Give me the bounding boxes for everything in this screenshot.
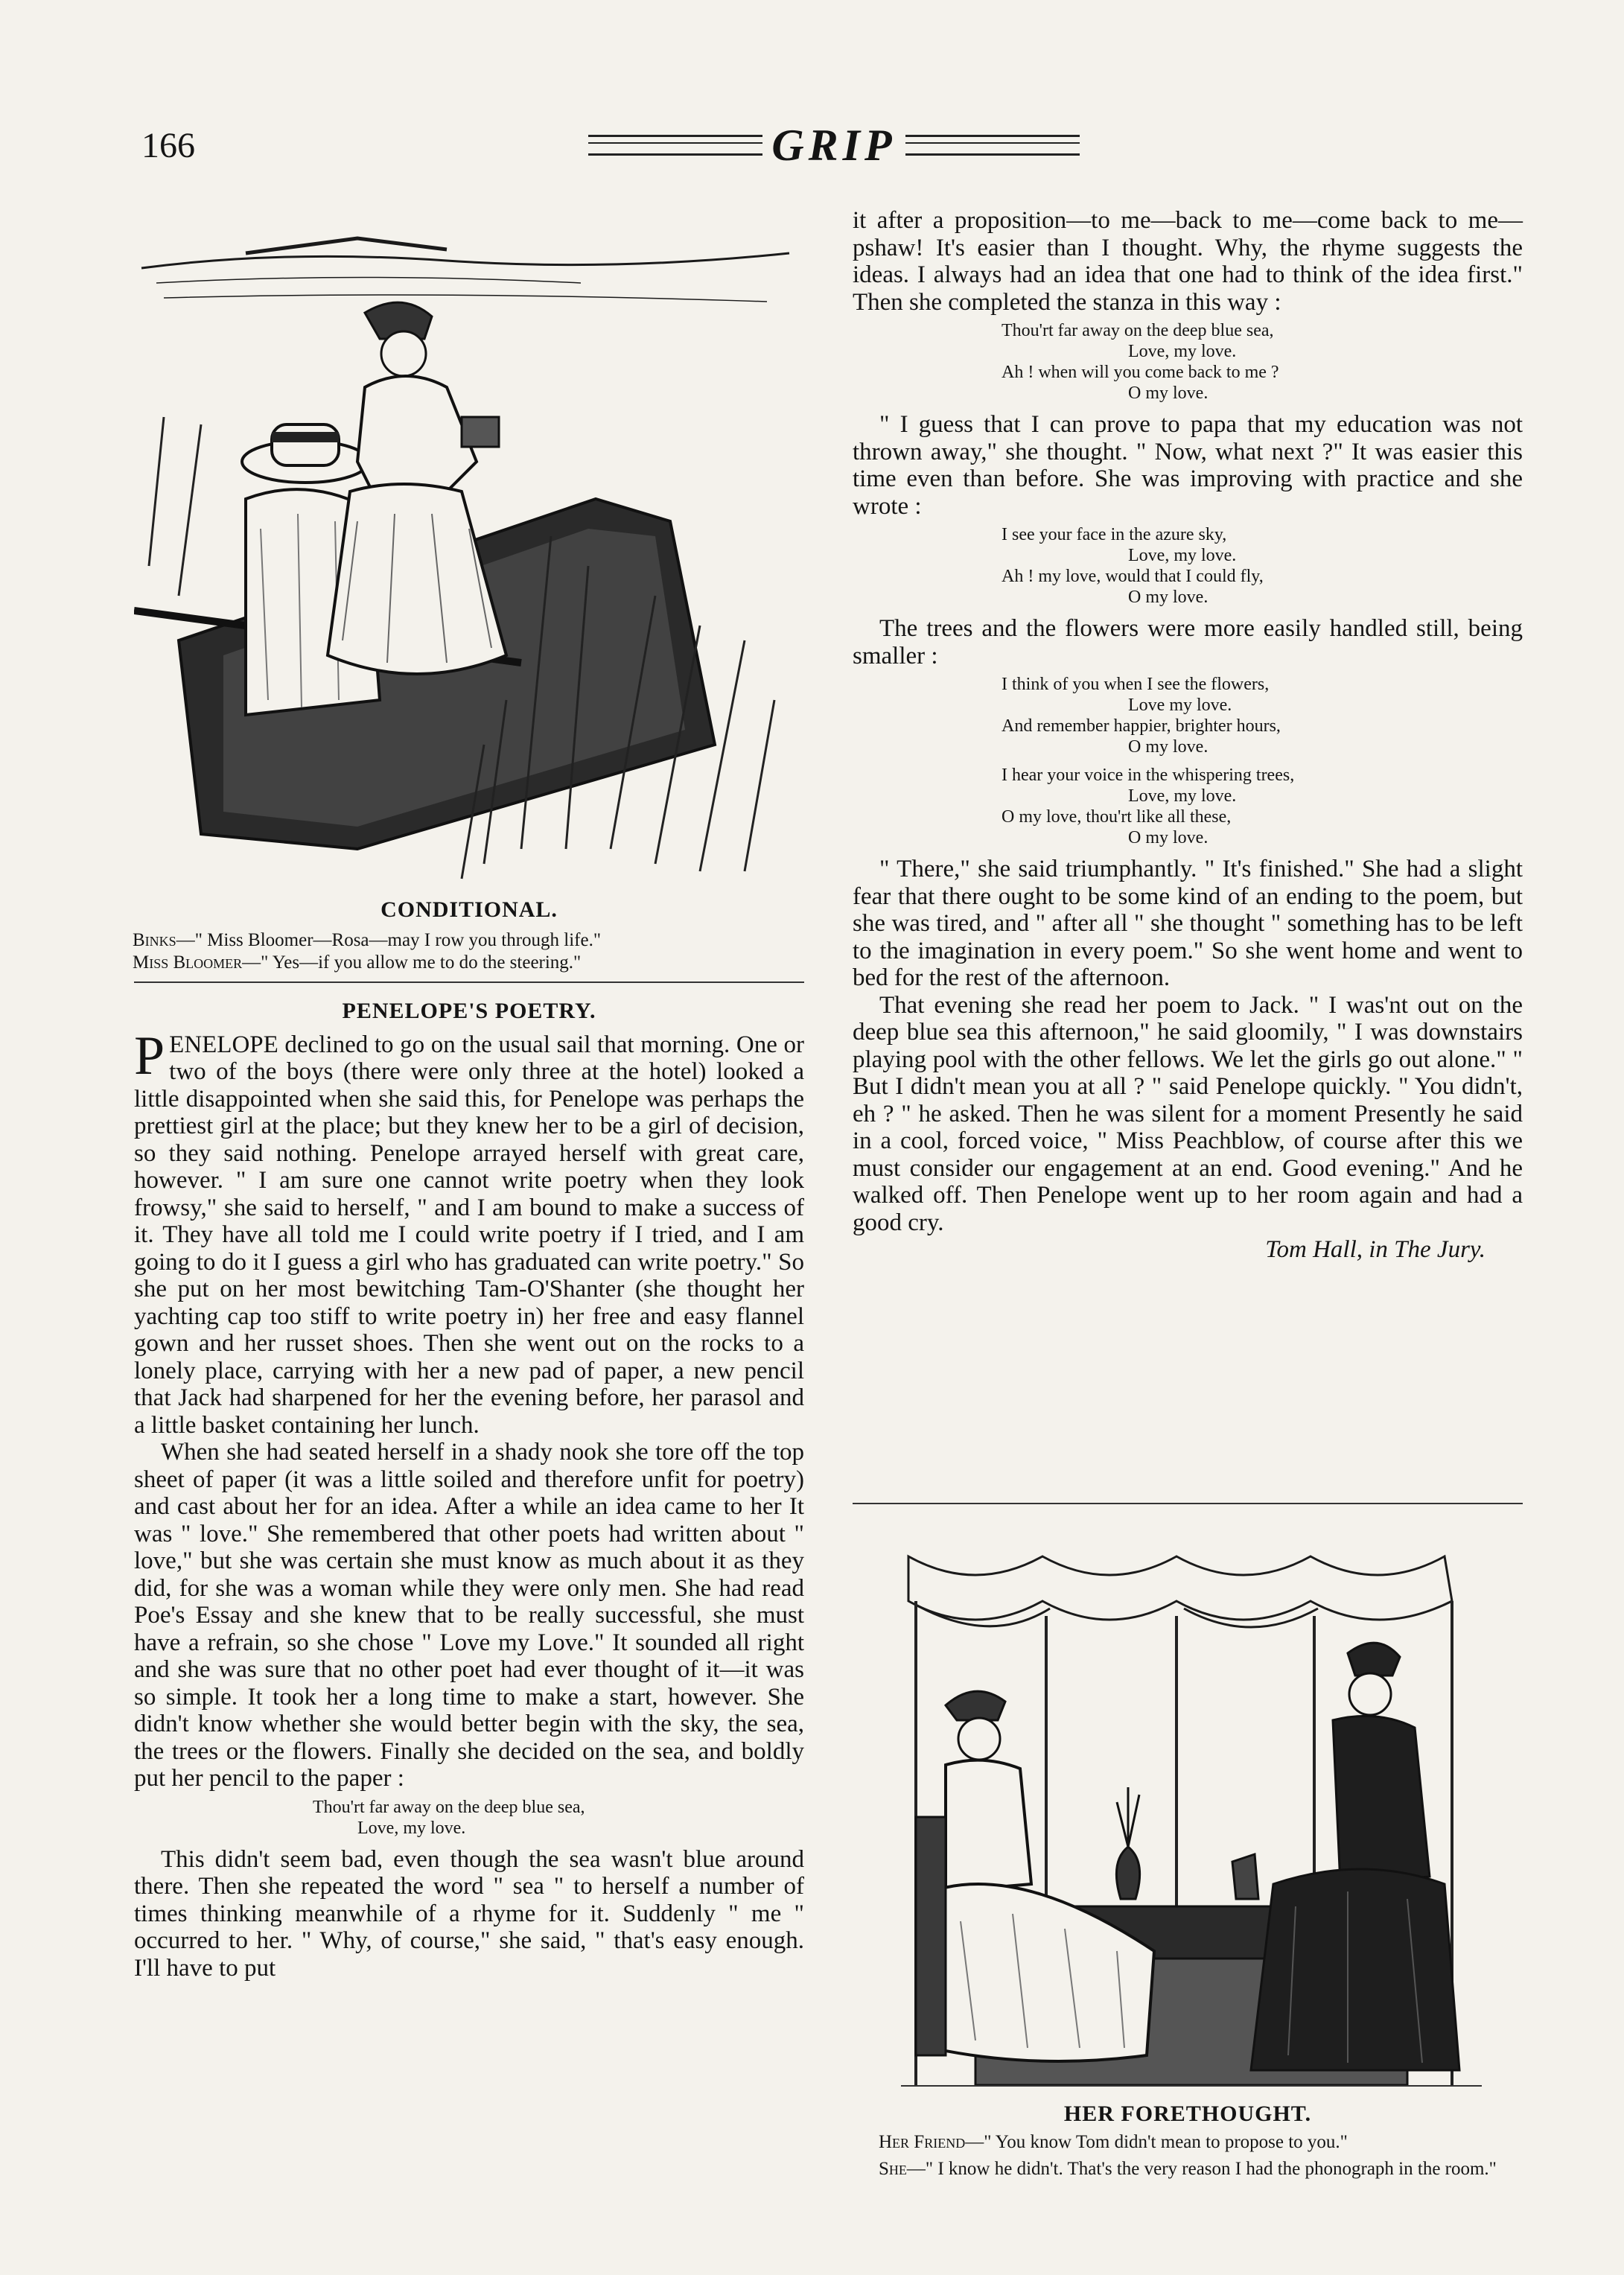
cartoon1-caption [133, 929, 803, 974]
story-left-column [134, 998, 804, 1982]
masthead-rule-right [905, 135, 1080, 156]
story-dropcap: P [134, 1025, 165, 1086]
verse-4-line-4: O my love. [1128, 737, 1209, 757]
rowboat-illustration [134, 179, 804, 894]
story-paragraph-8: That evening she read her poem to Jack. " I was'nt out on the deep blue sea this afternoon," he said gloomily, " I was downstairs playing pool with the other fellows. We let the girls go out alone." " But I didn't mean you at all ? " said Penelope quickly. " You didn't, eh ? " he asked. Then he was silent for a moment Presently he said in a cool, forced voice, " Miss Peachblow, of course after this we must consider our engagement at an end. Good evening." And he walked off. Then Penelope went up to her room again and had a good cry. [853, 991, 1523, 1236]
cartoon2-frame-bottom [901, 2085, 1482, 2087]
verse-4 [853, 674, 1523, 757]
cartoon2-text2: —" I know he didn't. That's the very reason I had the phonograph in the room." [906, 2159, 1497, 2179]
story-paragraph-4: it after a proposition—to me—back to me—come back to me—pshaw! It's easier than I thought. Why, the rhyme suggests the ideas. I always had an idea that one had to think of the idea first." Then she completed the stanza in this way : [853, 207, 1523, 316]
story-paragraph-1 [134, 1025, 804, 1439]
verse-4-line-2: Love my love. [1128, 696, 1232, 715]
story-paragraph-7: " There," she said triumphantly. " It's finished." She had a slight fear that there ought to be some kind of an ending to the poem, but she was tired, and " after all " she thought " something has to be left to the imagination in every poem." So she went home and went to bed for the rest of the afternoon. [853, 856, 1523, 991]
masthead [588, 119, 1080, 171]
cartoon2-line2 [879, 2158, 1519, 2180]
story-paragraph-5: " I guess that I can prove to papa that my education was not thrown away," she thought. " Now, what next ?" It was easier this time even than before. She was improving with practice and she wrote : [853, 411, 1523, 520]
cartoon1-speaker2: Miss Bloomer [133, 952, 243, 973]
cartoon2-title: HER FORETHOUGHT. [1063, 2101, 1312, 2126]
verse-5-line-2: Love, my love. [1128, 786, 1237, 806]
parlor-illustration [901, 1534, 1482, 2085]
verse-5 [853, 765, 1523, 848]
verse-3-line-4: O my love. [1128, 588, 1209, 607]
cartoon2-text1: —" You know Tom didn't mean to propose to you." [965, 2132, 1348, 2152]
verse-3-line-3: Ah ! my love, would that I could fly, [1002, 567, 1264, 586]
cartoon2-caption [879, 2131, 1519, 2180]
cartoon2-line1 [879, 2131, 1519, 2154]
verse-2 [853, 320, 1523, 404]
cartoon1-text1: —" Miss Bloomer—Rosa—may I row you through life." [176, 930, 602, 950]
verse-1 [134, 1797, 804, 1839]
verse-1-line-2: Love, my love. [357, 1818, 466, 1838]
story-end-divider [853, 1503, 1523, 1504]
cartoon1-speaker1: Binks [133, 930, 176, 950]
cartoon1-line1 [133, 929, 803, 952]
story-right-column [853, 207, 1523, 1264]
masthead-title: GRIP [771, 120, 897, 170]
verse-2-line-4: O my love. [1128, 384, 1209, 403]
story-paragraph-3: This didn't seem bad, even though the sea wasn't blue around there. Then she repeated the word " sea " to herself a number of times thinking meanwhile of a rhyme for it. Suddenly " me " occurred to her. " Why, of course," she said, " that's easy enough. I'll have to put [134, 1845, 804, 1982]
cartoon1-line2 [133, 952, 803, 974]
verse-5-line-1: I hear your voice in the whispering trees, [1002, 766, 1295, 785]
verse-2-line-1: Thou'rt far away on the deep blue sea, [1002, 321, 1274, 340]
cartoon1-divider [134, 981, 804, 983]
cartoon1-title: CONDITIONAL. [380, 897, 558, 922]
verse-3-line-2: Love, my love. [1128, 546, 1237, 565]
cartoon2-speaker1: Her Friend [879, 2132, 966, 2152]
story-paragraph-1-text: ENELOPE declined to go on the usual sail that morning. One or two of the boys (there were only three at the hotel) looked a little disappointed when she said this, for Penelope was perhaps the prettiest girl at the place; but they knew her to be a girl of decision, so they said nothing. Penelope arrayed herself with great care, however. " I am sure one cannot write poetry when they look frowsy," she said to herself, " and I am bound to make a success of it. They have all told me I could write poetry if I tried, and I am going to do it I guess a girl who has graduated can write poetry." So she put on her most bewitching Tam-O'Shanter (she thought her yachting cap too stiff to write poetry in) her free and easy flannel gown and her russet shoes. Then she went out on the rocks to a lonely place, carrying with her a new pad of paper, a new pencil that Jack had sharpened for her the evening before, her parasol and a little basket containing her lunch. [134, 1031, 804, 1439]
story-paragraph-6: The trees and the flowers were more easily handled still, being smaller : [853, 615, 1523, 669]
page-number: 166 [141, 126, 195, 165]
verse-2-line-3: Ah ! when will you come back to me ? [1002, 363, 1279, 382]
story-attribution: Tom Hall, in The Jury. [1265, 1236, 1486, 1263]
cartoon2-speaker2: She [879, 2159, 907, 2179]
cartoon1-text2: —" Yes—if you allow me to do the steering." [242, 952, 582, 973]
verse-1-line-1: Thou'rt far away on the deep blue sea, [313, 1797, 585, 1817]
verse-5-line-4: O my love. [1128, 828, 1209, 847]
verse-4-line-1: I think of you when I see the flowers, [1002, 675, 1270, 694]
verse-3-line-1: I see your face in the azure sky, [1002, 525, 1227, 544]
verse-2-line-2: Love, my love. [1128, 342, 1237, 361]
verse-5-line-3: O my love, thou'rt like all these, [1002, 807, 1232, 827]
verse-3 [853, 524, 1523, 608]
story-paragraph-2: When she had seated herself in a shady nook she tore off the top sheet of paper (it was a little soiled and therefore unfit for poetry) and cast about her for an idea. After a while an idea came to her It was " love." She remembered that other poets had written about " love," but she was certain she must know as much about it as they did, for she was a woman while they were only men. She had read Poe's Essay and she knew that to be really successful, she must have a refrain, so she chose " Love my Love." It sounded all right and she was sure that no other poet had ever thought of it—it was so simple. It took her a long time to make a start, however. She didn't know whether she would better begin with the sky, the sea, the trees or the flowers. Finally she decided on the sea, and boldly put her pencil to the paper : [134, 1439, 804, 1792]
verse-4-line-3: And remember happier, brighter hours, [1002, 716, 1281, 736]
story-title: PENELOPE'S POETRY. [342, 999, 596, 1023]
masthead-rule-left [588, 135, 762, 156]
